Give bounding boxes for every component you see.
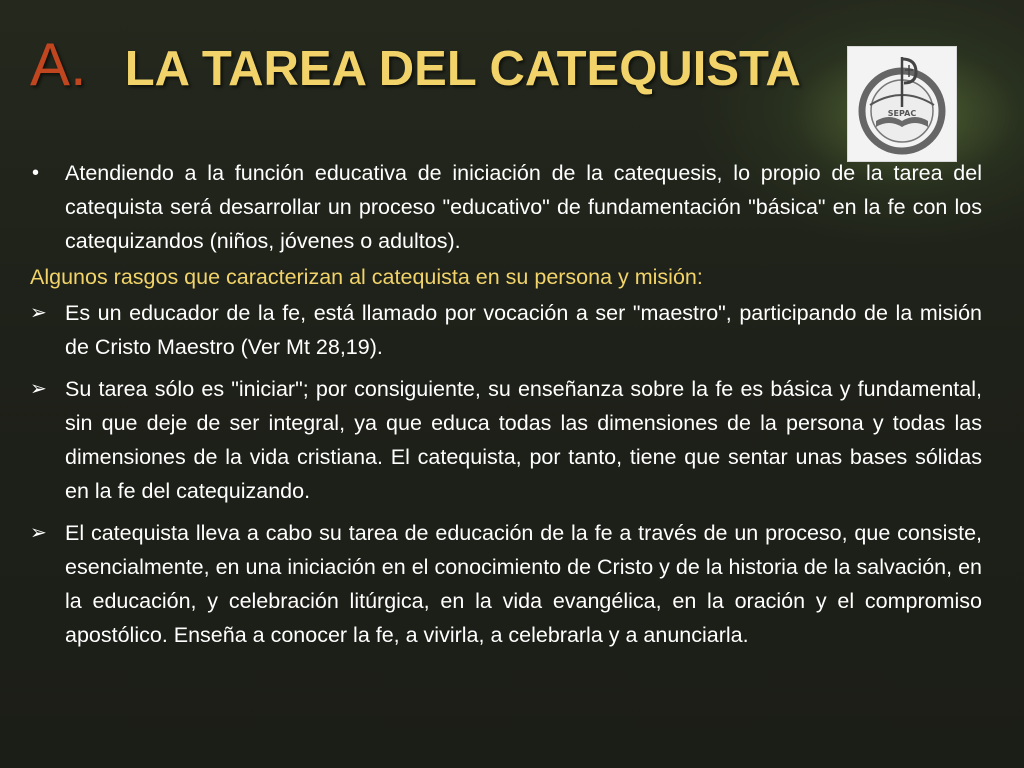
list-item-text: El catequista lleva a cabo su tarea de educación de la fe a través de un proceso, que consiste, esencialmente, en una iniciación en el conocimiento de Cristo y de la historia de la salvación, en la educación, y celebración litúrgica, en la vida evangélica, en la oración y el compromiso apostólico. Enseña a conocer la fe, a vivirla, a celebrarla y a anunciarla. — [65, 521, 982, 647]
list-item-text: Es un educador de la fe, está llamado por vocación a ser "maestro", participando de la misión de Cristo Maestro (Ver Mt 28,19). — [65, 301, 982, 359]
slide-body — [30, 156, 982, 652]
list-item — [30, 296, 982, 364]
arrow-bullet-icon: ➢ — [30, 522, 47, 544]
subheading: Algunos rasgos que caracterizan al catequista en su persona y misión: — [30, 265, 703, 289]
arrow-bullet-icon: ➢ — [30, 378, 47, 400]
title-text: LA TAREA DEL CATEQUISTA — [124, 42, 801, 96]
title-letter: A. — [30, 31, 87, 98]
intro-text: Atendiendo a la función educativa de iniciación de la catequesis, lo propio de la tarea del catequista será desarrollar un proceso "educativo" de fundamentación "básica" en la fe con los catequizandos (niños, jóvenes o adultos). — [65, 161, 982, 253]
sepac-logo — [847, 46, 957, 162]
sepac-logo-icon — [848, 47, 956, 161]
arrow-bullet-icon: ➢ — [30, 302, 47, 324]
list-item — [30, 516, 982, 652]
list-item-text: Su tarea sólo es "iniciar"; por consiguiente, su enseñanza sobre la fe es básica y fundamental, sin que deje de ser integral, ya que educa todas las dimensiones de la persona y todas las dimensiones de la vida cristiana. El catequista, por tanto, tiene que sentar unas bases sólidas en la fe del catequizando. — [65, 377, 982, 503]
list-item — [30, 372, 982, 508]
intro-bullet — [30, 156, 982, 258]
logo-text: SEPAC — [887, 109, 917, 118]
slide-title — [30, 30, 801, 110]
bullet-dot-icon: • — [32, 162, 40, 184]
